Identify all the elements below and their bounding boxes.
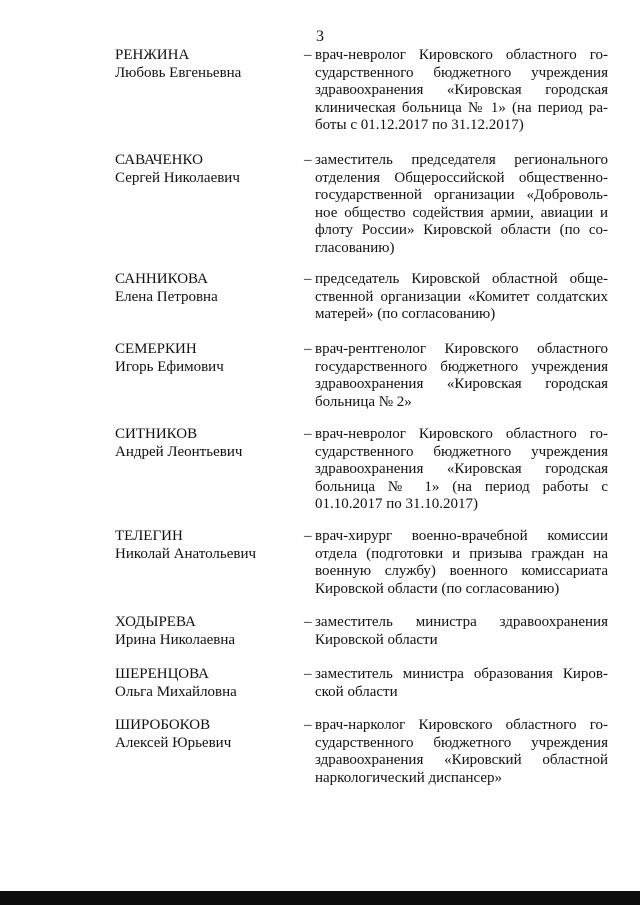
role-description: заместитель министра образования Кировской области xyxy=(315,666,608,700)
given-names: Елена Петровна xyxy=(115,288,218,305)
role-description: врач-невролог Кировского областного государственного бюджетного учреждения здравоохранения «Кировская городская клиническая больница № 1» (на период работы с 01.12.2017 по 31.12.2017) xyxy=(315,47,608,133)
dash-separator: – xyxy=(304,152,312,168)
role-description: заместитель председателя регионального отделения Общероссийской общественно-государственной организации «Добровольное общество содействия армии, авиации и флоту России» Кировской области (по согласованию) xyxy=(315,152,608,256)
person-name xyxy=(115,528,300,563)
dash-separator: – xyxy=(304,271,312,287)
given-names: Ольга Михайловна xyxy=(115,683,237,700)
surname: СИТНИКОВ xyxy=(115,426,198,442)
dash-separator: – xyxy=(304,341,312,357)
scan-edge-bar xyxy=(0,891,640,905)
person-name xyxy=(115,614,300,649)
person-name xyxy=(115,152,300,187)
dash-separator: – xyxy=(304,614,312,630)
person-name xyxy=(115,426,300,461)
role-description: заместитель министра здравоохранения Кировской области xyxy=(315,614,608,648)
role-description: врач-хирург военно-врачебной комиссии отдела (подготовки и призыва граждан на военную службу) военного комиссариата Кировской области (по согласованию) xyxy=(315,528,608,597)
role-description: врач-невролог Кировского областного государственного бюджетного учреждения здравоохранения «Кировская городская больница № 1» (на период работы с 01.10.2017 по 31.10.2017) xyxy=(315,426,608,512)
surname: ХОДЫРЕВА xyxy=(115,614,196,630)
role-description: врач-рентгенолог Кировского областного государственного бюджетного учреждения здравоохранения «Кировская городская больница № 2» xyxy=(315,341,608,410)
person-name xyxy=(115,47,300,82)
surname: САВАЧЕНКО xyxy=(115,152,203,168)
role-description: врач-нарколог Кировского областного государственного бюджетного учреждения здравоохранения «Кировский областной наркологический диспансер» xyxy=(315,717,608,786)
dash-separator: – xyxy=(304,426,312,442)
person-name xyxy=(115,271,300,306)
given-names: Сергей Николаевич xyxy=(115,169,240,186)
dash-separator: – xyxy=(304,528,312,544)
surname: РЕНЖИНА xyxy=(115,47,190,63)
person-name xyxy=(115,666,300,701)
surname: ШИРОБОКОВ xyxy=(115,717,211,733)
dash-separator: – xyxy=(304,47,312,63)
given-names: Ирина Николаевна xyxy=(115,631,236,648)
person-name xyxy=(115,341,300,376)
surname: ШЕРЕНЦОВА xyxy=(115,666,209,682)
surname: САННИКОВА xyxy=(115,271,208,287)
surname: СЕМЕРКИН xyxy=(115,341,197,357)
person-name xyxy=(115,717,300,752)
surname: ТЕЛЕГИН xyxy=(115,528,183,544)
given-names: Игорь Ефимович xyxy=(115,358,224,375)
given-names: Любовь Евгеньевна xyxy=(115,64,242,81)
given-names: Андрей Леонтьевич xyxy=(115,443,243,460)
dash-separator: – xyxy=(304,666,312,682)
given-names: Николай Анатольевич xyxy=(115,545,257,562)
dash-separator: – xyxy=(304,717,312,733)
page-number: 3 xyxy=(316,28,324,45)
role-description: председатель Кировской областной общественной организации «Комитет солдатских матерей» (по согласованию) xyxy=(315,271,608,322)
given-names: Алексей Юрьевич xyxy=(115,734,232,751)
